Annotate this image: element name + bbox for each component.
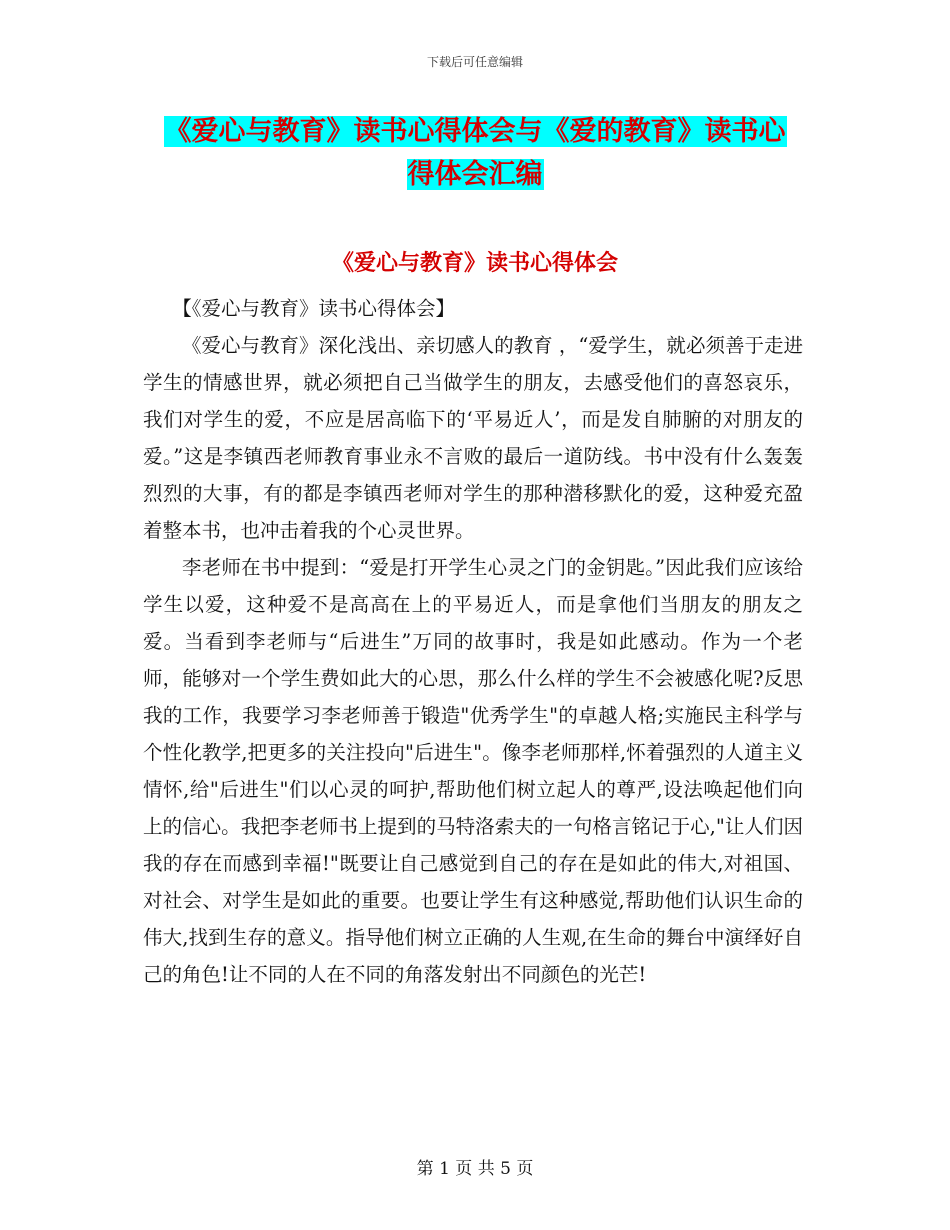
paragraph-subtitle: 【《爱心与教育》读书心得体会】 [172, 297, 456, 320]
header-note: 下载后可任意编辑 [426, 55, 523, 69]
page-footer: 第 1 页 共 5 页 [416, 1159, 534, 1179]
paragraph-1: 《爱心与教育》深化浅出、亲切感人的教育 ，“爱学生，就必须善于走进学生的情感世界，就必须把自己当做学生的朋友，去感受他们的喜怒哀乐，我们对学生的爱，不应是居高临下的‘平易近人’，而是发自肺腑的对朋友的爱。”这是李镇西老师教育事业永不言败的最后一道防线。书中没有什么轰轰烈烈的大事，有的都是李镇西老师对学生的那种潜移默化的爱，这种爱充盈着整本书，也冲击着我的个心灵世界。 [143, 334, 803, 542]
title-highlight-1: 《爱心与教育》读书心得体会与《爱的教育》读书心 [164, 116, 786, 147]
section-title: 《爱心与教育》读书心得体会 [331, 251, 618, 276]
title-highlight-2: 得体会汇编 [407, 159, 543, 190]
body-text [143, 290, 803, 993]
document-title-line-1 [0, 110, 950, 154]
document-title-line-2 [0, 153, 950, 197]
paragraph-2: 李老师在书中提到：“爱是打开学生心灵之门的金钥匙。”因此我们应该给学生以爱，这种爱不是高高在上的平易近人，而是拿他们当朋友的朋友之爱。当看到李老师与“后进生”万同的故事时，我是如此感动。作为一个老师，能够对一个学生费如此大的心思，那么什么样的学生不会被感化呢?反思我的工作，我要学习李老师善于锻造"优秀学生"的卓越人格;实施民主科学与个性化教学,把更多的关注投向"后进生"。像李老师那样,怀着强烈的人道主义情怀,给"后进生"们以心灵的呵护,帮助他们树立起人的尊严,设法唤起他们向上的信心。我把李老师书上提到的马特洛索夫的一句格言铭记于心,"让人们因我的存在而感到幸福!"既要让自己感觉到自己的存在是如此的伟大,对祖国、对社会、对学生是如此的重要。也要让学生有这种感觉,帮助他们认识生命的伟大,找到生存的意义。指导他们树立正确的人生观,在生命的舞台中演绎好自己的角色!让不同的人在不同的角落发射出不同颜色的光芒! [143, 556, 803, 986]
